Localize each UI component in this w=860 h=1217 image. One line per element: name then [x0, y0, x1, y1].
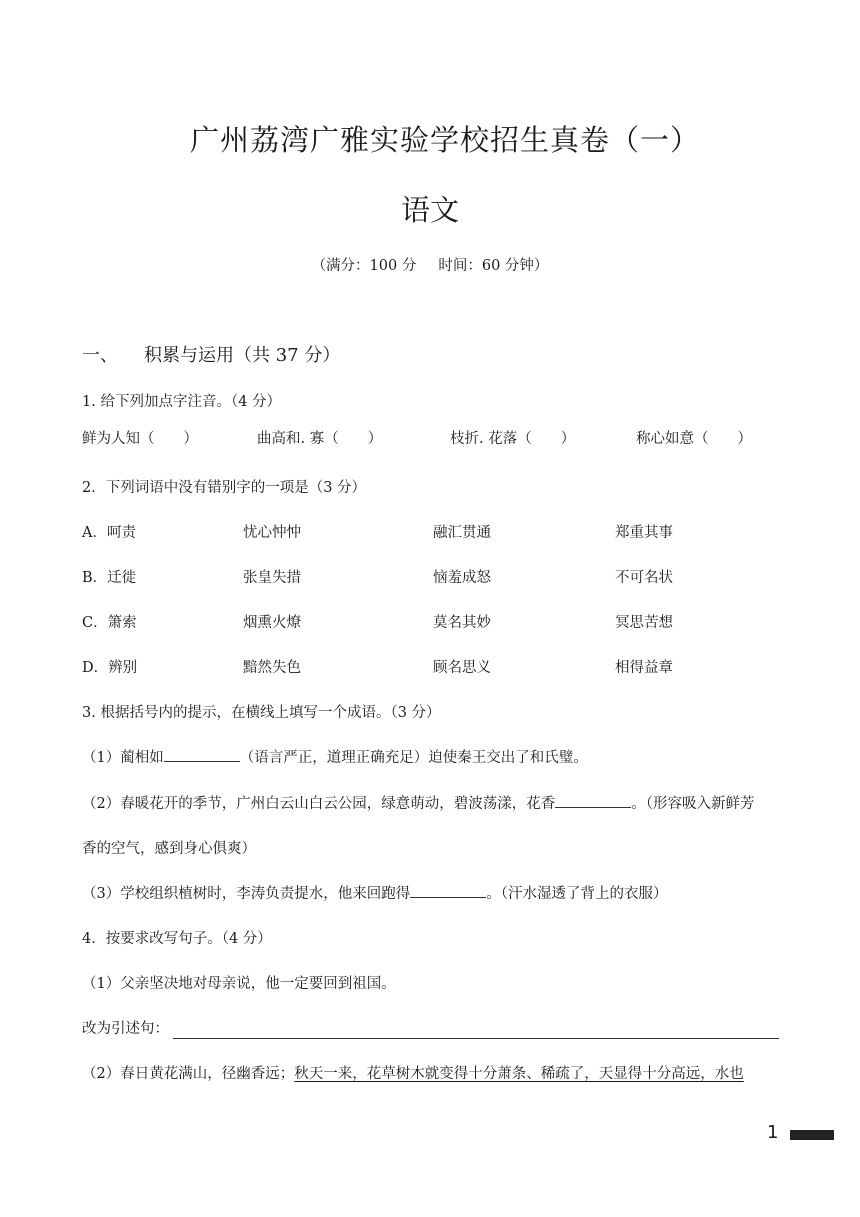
q2-option-b-word: 不可名状	[615, 570, 673, 586]
q2-option-a-word: 融汇贯通	[433, 525, 491, 541]
exam-meta	[0, 254, 860, 275]
q4-rewrite-label: 改为引述句：	[82, 1021, 169, 1037]
q2-option-c-word: 冥思苦想	[615, 615, 673, 631]
q3-s2-text: 。（形容吸入新鲜芳	[631, 796, 755, 812]
q2-option-c-word: 烟熏火燎	[243, 615, 301, 631]
q2-option-d-word: 黯然失色	[243, 660, 301, 676]
q4-sentence-2	[82, 1062, 744, 1083]
section-number: 一、	[82, 345, 118, 366]
q3-sentence-2-continued: 香的空气，感到身心俱爽）	[82, 841, 256, 857]
q4-sentence-1: （1）父亲坚决地对母亲说，他一定要回到祖国。	[82, 976, 396, 992]
q2-option-b-word: 恼羞成怒	[433, 570, 491, 586]
q4-s2-underlined-text: 秋天一来，花草树木就变得十分萧条、稀疏了，天显得十分高远，水也	[294, 1066, 744, 1082]
answer-blank[interactable]	[410, 883, 486, 898]
q2-option-c-word: C．箫索	[82, 615, 137, 631]
q3-sentence-3	[82, 882, 667, 903]
q2-option-b-word: 张皇失措	[243, 570, 301, 586]
q3-s1-text: （1）蔺相如	[82, 750, 164, 766]
page-marker-bar	[790, 1130, 834, 1140]
q2-option-a-word: 忧心忡忡	[243, 525, 301, 541]
q3-s3-text: 。（汗水湿透了背上的衣服）	[486, 886, 668, 902]
section-title: 积累与运用（共 37 分）	[144, 345, 341, 366]
question-1-prompt: 1. 给下列加点字注音。（4 分）	[82, 394, 282, 410]
section-heading	[82, 341, 340, 367]
q2-option-b-word: B．迁徙	[82, 570, 137, 586]
page-number: 1	[767, 1122, 779, 1143]
q3-s1-text: （语言严正，道理正确充足）迫使秦王交出了和氏璧。	[239, 750, 588, 766]
q2-option-d-word: D．辨别	[82, 660, 138, 676]
q3-sentence-1	[82, 746, 588, 767]
time-info: 时间：60 分钟）	[438, 258, 549, 274]
q3-s3-text: （3）学校组织植树时，李涛负责提水，他来回跑得	[82, 886, 411, 902]
q4-s2-text: （2）春日黄花满山，径幽香远；	[82, 1066, 295, 1082]
question-2-prompt: 2．下列词语中没有错别字的一项是（3 分）	[82, 480, 367, 496]
q2-option-d-word: 顾名思义	[433, 660, 491, 676]
q3-sentence-2	[82, 792, 754, 813]
q2-option-a-word: 郑重其事	[615, 525, 673, 541]
q3-s2-text: （2）春暖花开的季节，广州白云山白云公园，绿意萌动，碧波荡漾，花香	[82, 796, 556, 812]
exam-title: 广州荔湾广雅实验学校招生真卷（一）	[189, 123, 700, 157]
score-info: （满分：100 分	[311, 258, 417, 274]
q1-item: 枝折. 花落（ ）	[450, 431, 576, 447]
q2-option-a-word: A．呵责	[82, 525, 136, 541]
q1-item: 鲜为人知（ ）	[82, 431, 198, 447]
q2-option-d-word: 相得益章	[615, 660, 673, 676]
q1-item: 曲高和. 寡（ ）	[257, 431, 383, 447]
answer-blank[interactable]	[555, 793, 631, 808]
answer-blank[interactable]	[164, 747, 240, 762]
question-3-prompt: 3. 根据括号内的提示，在横线上填写一个成语。（3 分）	[82, 705, 441, 721]
question-4-prompt: 4．按要求改写句子。（4 分）	[82, 931, 272, 947]
q1-item: 称心如意（ ）	[636, 431, 752, 447]
answer-line[interactable]	[173, 1038, 779, 1039]
q2-option-c-word: 莫名其妙	[433, 615, 491, 631]
subject-title: 语文	[400, 193, 459, 227]
